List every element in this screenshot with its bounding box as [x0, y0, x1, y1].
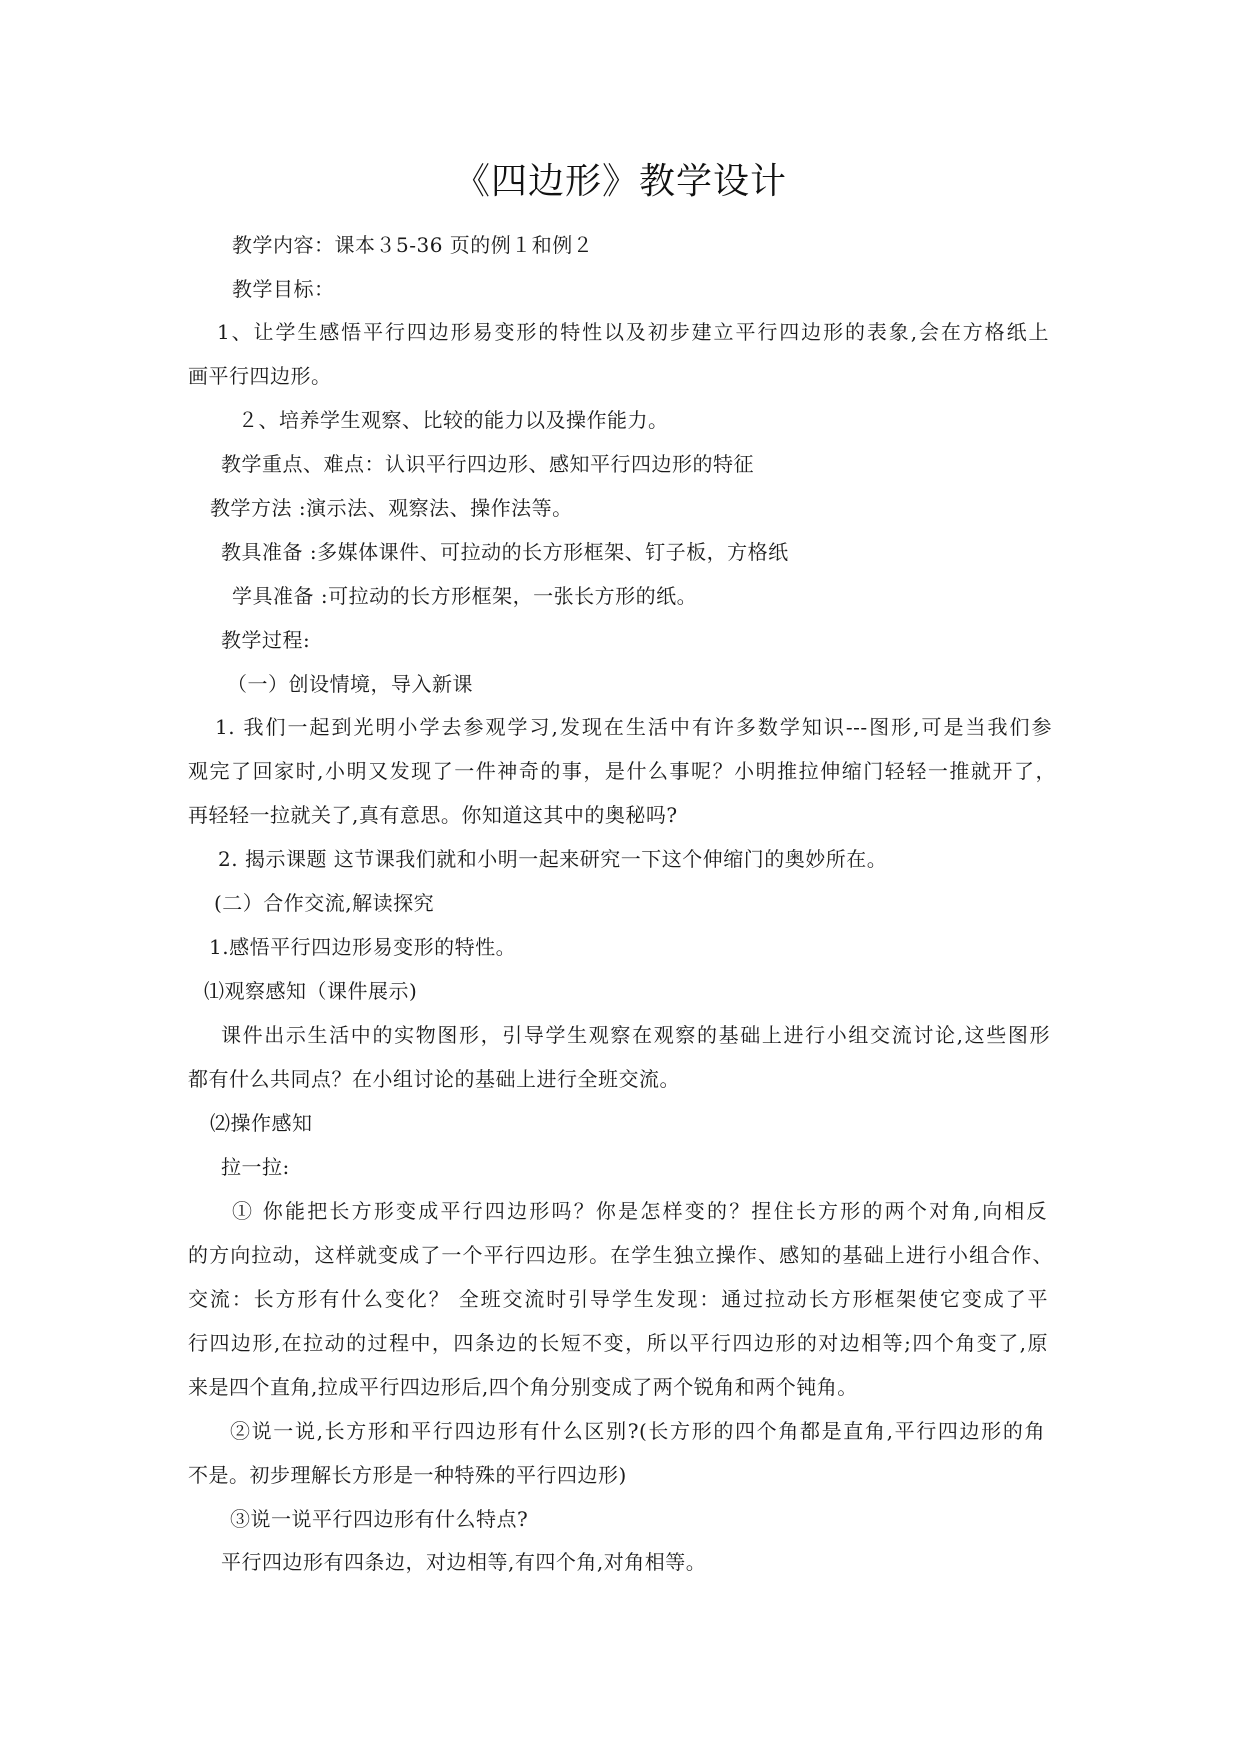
text-line: 都有什么共同点？在小组讨论的基础上进行全班交流。 — [188, 1067, 680, 1091]
text-line: ２、培养学生观察、比较的能力以及操作能力。 — [238, 408, 669, 432]
text-line: ⑴观察感知（课件展示) — [204, 979, 418, 1003]
text-line: 平行四边形有四条边，对边相等,有四个角,对角相等。 — [221, 1550, 707, 1574]
text-line: ① 你能把长方形变成平行四边形吗？你是怎样变的？捏住长方形的两个对角,向相反 — [232, 1199, 1047, 1223]
text-line: ②说一说,长方形和平行四边形有什么区别?(长方形的四个角都是直角,平行四边形的角 — [230, 1419, 1045, 1443]
text-line: 再轻轻一拉就关了,真有意思。你知道这其中的奥秘吗? — [188, 803, 678, 827]
text-line: 不是。初步理解长方形是一种特殊的平行四边形) — [188, 1463, 627, 1487]
text-line: 1.感悟平行四边形易变形的特性。 — [209, 935, 517, 959]
document-title: 《四边形》教学设计 — [453, 161, 787, 202]
text-line: 教学内容：课本３5-36 页的例１和例２ — [232, 233, 594, 257]
text-line: 教学重点、难点：认识平行四边形、感知平行四边形的特征 — [221, 452, 754, 476]
text-line: 观完了回家时,小明又发现了一件神奇的事，是什么事呢？小明推拉伸缩门轻轻一推就开了， — [188, 759, 1056, 783]
text-line: 1、让学生感悟平行四边形易变形的特性以及初步建立平行四边形的表象,会在方格纸上 — [217, 320, 1049, 344]
text-line: 教具准备 :多媒体课件、可拉动的长方形框架、钉子板，方格纸 — [221, 540, 789, 564]
text-line: 行四边形,在拉动的过程中，四条边的长短不变，所以平行四边形的对边相等;四个角变了,原 — [188, 1331, 1048, 1355]
text-line: 教学方法 :演示法、观察法、操作法等。 — [210, 496, 573, 520]
text-line: 2. 揭示课题 这节课我们就和小明一起来研究一下这个伸缩门的奥妙所在。 — [218, 847, 888, 871]
text-line: 学具准备 :可拉动的长方形框架，一张长方形的纸。 — [232, 584, 698, 608]
text-line: 交流：长方形有什么变化？ 全班交流时引导学生发现：通过拉动长方形框架使它变成了平 — [188, 1287, 1048, 1311]
text-line: 来是四个直角,拉成平行四边形后,四个角分别变成了两个锐角和两个钝角。 — [188, 1375, 858, 1399]
text-line: （一）创设情境，导入新课 — [227, 672, 473, 696]
text-line: 画平行四边形。 — [188, 364, 332, 388]
text-line: ⑵操作感知 — [210, 1111, 313, 1135]
text-line: 1. 我们一起到光明小学去参观学习,发现在生活中有许多数学知识---图形,可是当我们参 — [215, 715, 1052, 739]
text-line: (二）合作交流,解读探究 — [214, 891, 435, 915]
text-line: 拉一拉: — [221, 1155, 290, 1179]
text-line: 教学过程: — [221, 628, 311, 652]
text-line: 的方向拉动，这样就变成了一个平行四边形。在学生独立操作、感知的基础上进行小组合作、 — [188, 1243, 1053, 1267]
text-line: 课件出示生活中的实物图形，引导学生观察在观察的基础上进行小组交流讨论,这些图形 — [221, 1023, 1050, 1047]
text-line: 教学目标： — [232, 277, 335, 301]
text-line: ③说一说平行四边形有什么特点? — [230, 1507, 529, 1531]
